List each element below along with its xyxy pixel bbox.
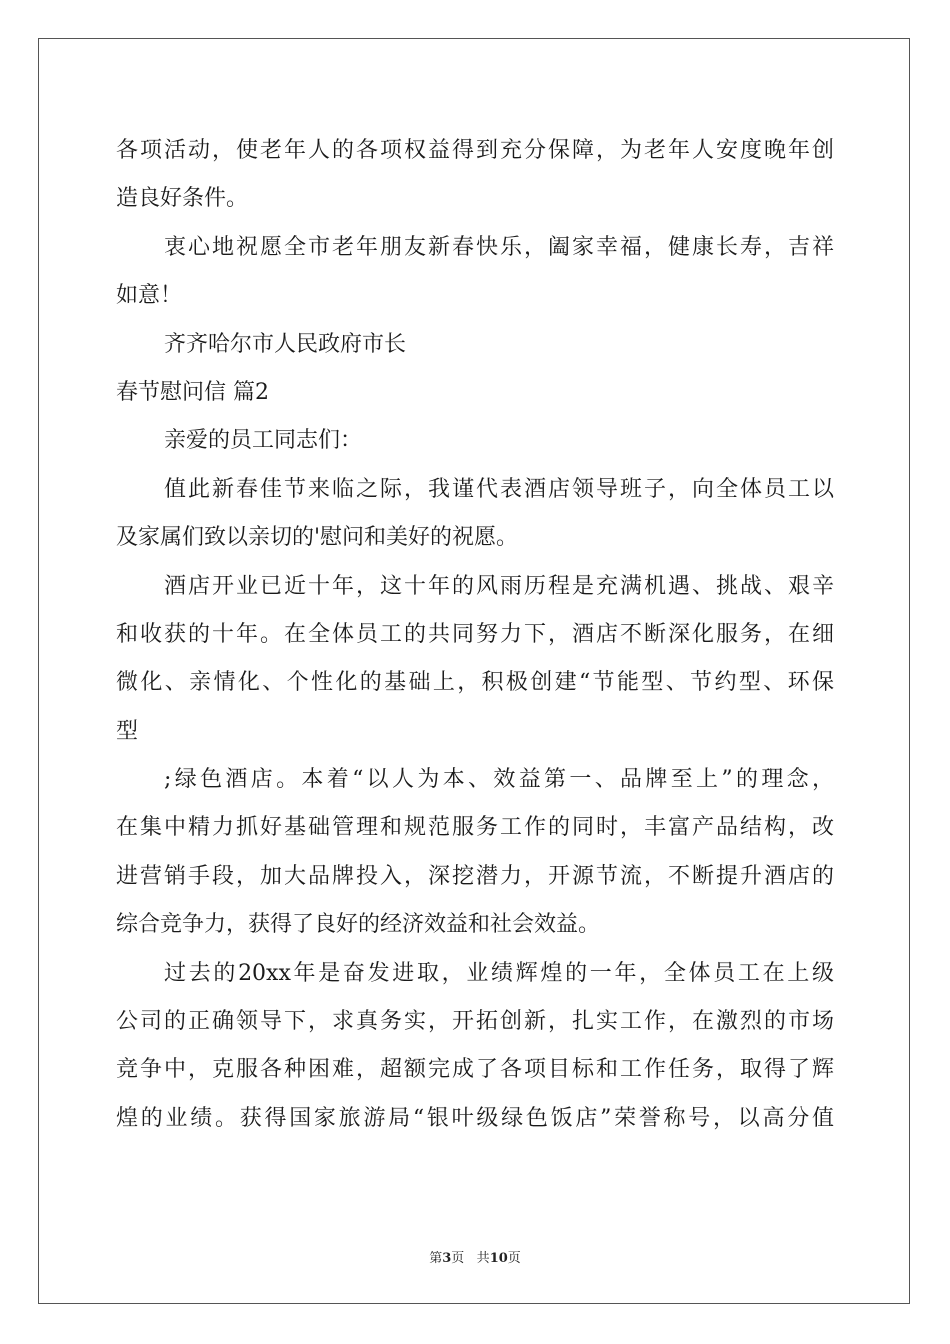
signature-line: 齐齐哈尔市人民政府市长: [164, 331, 407, 357]
text-line: 衷心地祝愿全市老年朋友新春快乐，阖家幸福，健康长寿，吉祥: [164, 234, 834, 260]
text-line: 造良好条件。: [116, 186, 249, 212]
footer-page-number: 3: [442, 1251, 452, 1266]
text-line: 公司的正确领导下，求真务实，开拓创新，扎实工作，在激烈的市场: [116, 1009, 834, 1035]
text-line: 微化、亲情化、个性化的基础上，积极创建“节能型、节约型、环保: [116, 670, 834, 696]
section-heading: 春节慰问信 篇2: [116, 379, 269, 405]
text-line: 竞争中，克服各种困难，超额完成了各项目标和工作任务，取得了辉: [116, 1057, 834, 1083]
footer-total-suffix: 页: [507, 1251, 521, 1266]
page-footer: [0, 1247, 950, 1266]
text-line: 煌的业绩。获得国家旅游局“银叶级绿色饭店”荣誉称号，以高分值: [116, 1105, 834, 1131]
text-line: 各项活动，使老年人的各项权益得到充分保障，为老年人安度晚年创: [116, 138, 834, 163]
text-line: 进营销手段，加大品牌投入，深挖潜力，开源节流，不断提升酒店的: [116, 863, 834, 889]
footer-total-prefix: 共: [476, 1251, 490, 1266]
footer-total-pages: 10: [489, 1251, 508, 1266]
text-line: 如意！: [116, 283, 183, 309]
text-line: 值此新春佳节来临之际，我谨代表酒店领导班子，向全体员工以: [164, 476, 834, 502]
text-line: 和收获的十年。在全体员工的共同努力下，酒店不断深化服务，在细: [116, 621, 834, 647]
footer-page-suffix: 页: [451, 1251, 465, 1266]
footer-prefix: 第: [429, 1251, 443, 1266]
salutation: 亲爱的员工同志们：: [164, 428, 363, 454]
text-line: ;绿色酒店。本着“以人为本、效益第一、品牌至上”的理念，: [164, 767, 834, 793]
text-line: 酒店开业已近十年，这十年的风雨历程是充满机遇、挑战、艰辛: [164, 573, 834, 599]
text-line: 及家属们致以亲切的'慰问和美好的祝愿。: [116, 525, 519, 551]
text-line: 型: [116, 718, 139, 744]
text-line: 过去的20xx年是奋发进取，业绩辉煌的一年，全体员工在上级: [164, 960, 834, 986]
document-body: [116, 127, 834, 1143]
text-line: 在集中精力抓好基础管理和规范服务工作的同时，丰富产品结构，改: [116, 815, 834, 841]
text-line: 综合竞争力，获得了良好的经济效益和社会效益。: [116, 912, 601, 938]
